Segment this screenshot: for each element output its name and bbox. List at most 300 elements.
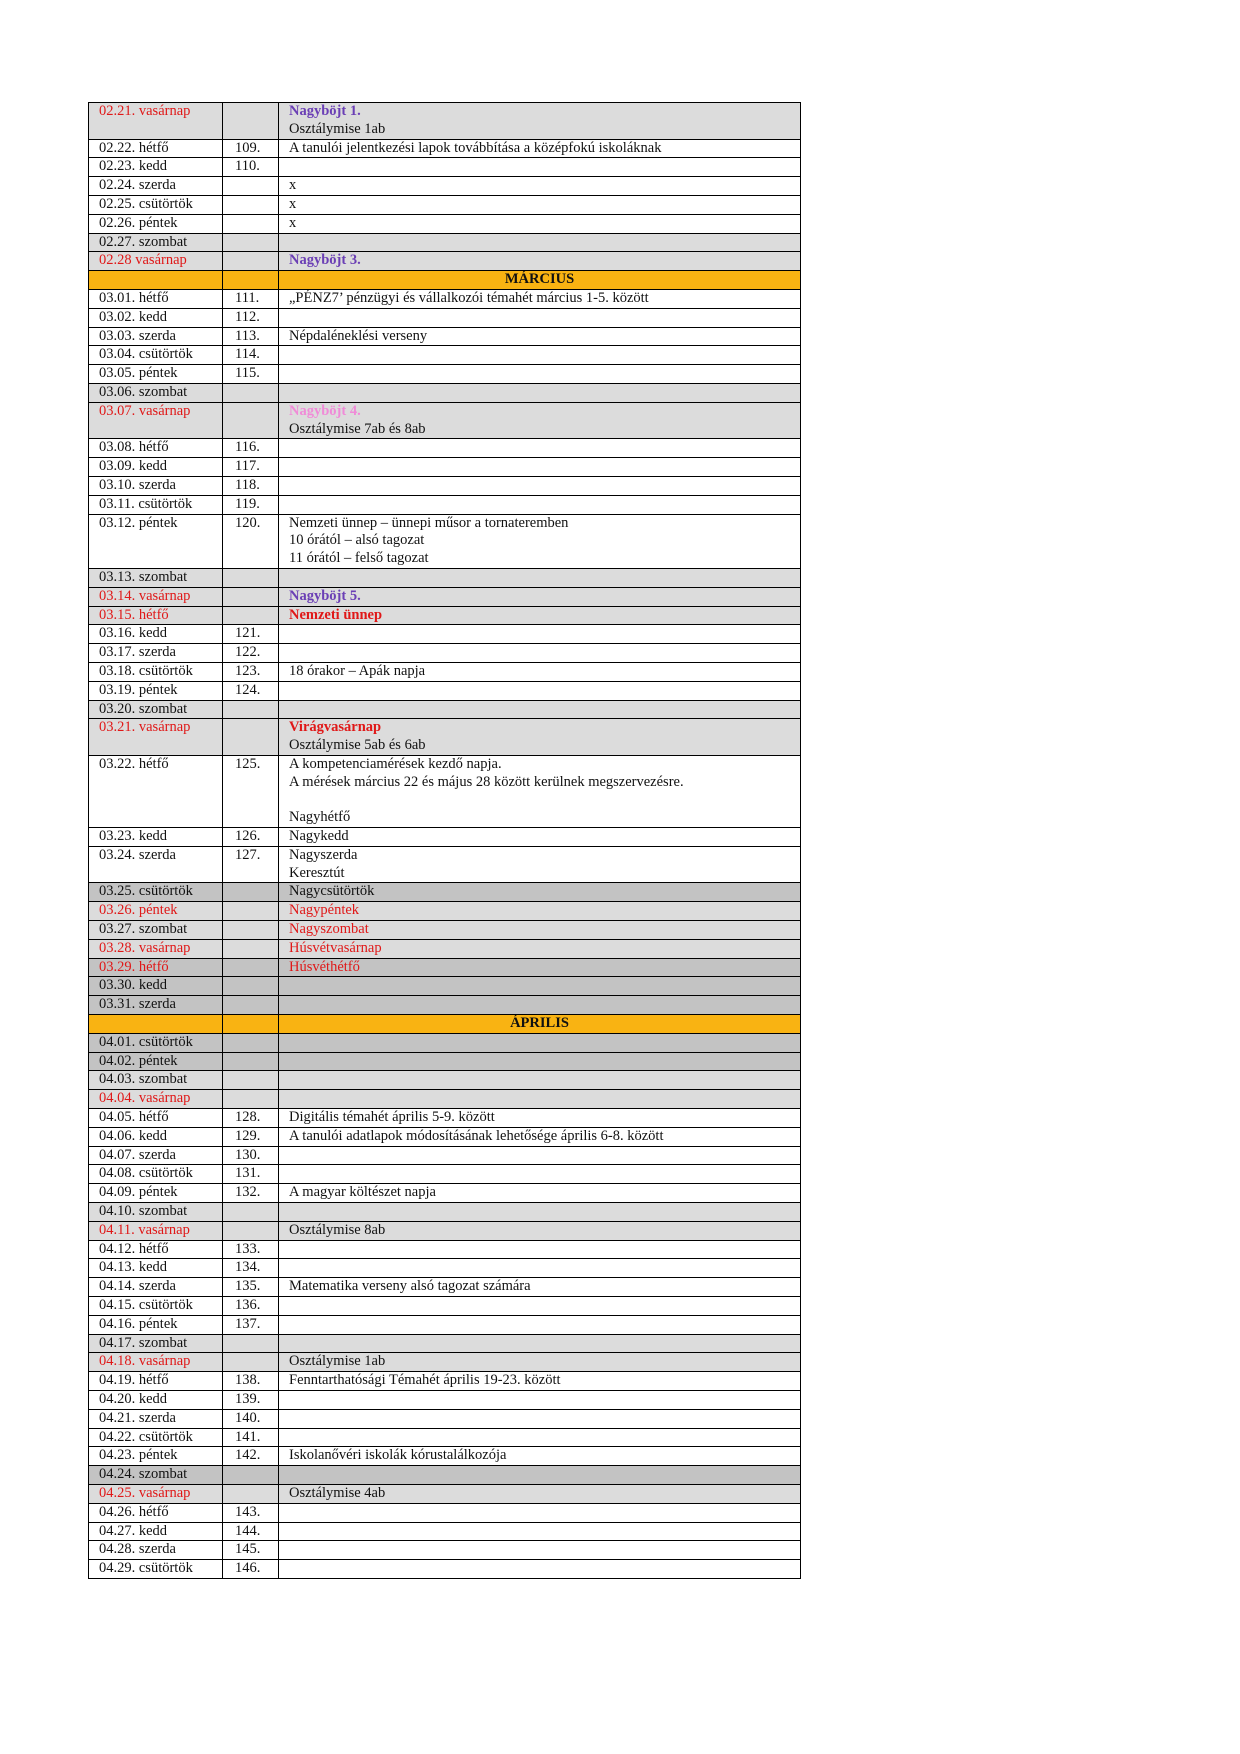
event-cell [279, 625, 801, 644]
calendar-row [89, 1372, 801, 1391]
date-cell: 04.11. vasárnap [89, 1221, 223, 1240]
date-cell: 04.05. hétfő [89, 1109, 223, 1128]
date-cell: 03.14. vasárnap [89, 587, 223, 606]
date-cell: 03.19. péntek [89, 681, 223, 700]
event-cell [279, 308, 801, 327]
event-text: Osztálymise 1ab [289, 120, 386, 137]
calendar-row [89, 1484, 801, 1503]
school-day-number: 140. [223, 1409, 279, 1428]
event-cell [279, 1109, 801, 1128]
event-cell [279, 828, 801, 847]
school-day-number: 115. [223, 365, 279, 384]
calendar-row [89, 1447, 801, 1466]
calendar-row [89, 1315, 801, 1334]
school-day-number [223, 1033, 279, 1052]
event-cell [279, 1372, 801, 1391]
event-cell [279, 1560, 801, 1579]
event-cell [279, 977, 801, 996]
date-cell: 02.27. szombat [89, 233, 223, 252]
school-day-number: 142. [223, 1447, 279, 1466]
calendar-row [89, 1353, 801, 1372]
event-text: Nagyhétfő [289, 809, 351, 826]
event-text: A mérések március 22 és május 28 között kerülnek megszervezésre. [289, 773, 684, 790]
event-cell [279, 846, 801, 883]
calendar-row [89, 1033, 801, 1052]
school-day-number [223, 700, 279, 719]
school-day-number: 138. [223, 1372, 279, 1391]
calendar-row [89, 625, 801, 644]
school-day-number [223, 233, 279, 252]
event-text: Osztálymise 7ab és 8ab [289, 420, 426, 437]
date-cell: 04.23. péntek [89, 1447, 223, 1466]
calendar-row [89, 1503, 801, 1522]
school-day-number: 119. [223, 495, 279, 514]
month-header-row [89, 271, 801, 290]
calendar-row [89, 939, 801, 958]
event-cell [279, 1503, 801, 1522]
event-cell [279, 644, 801, 663]
date-cell: 03.04. csütörtök [89, 346, 223, 365]
calendar-row [89, 1052, 801, 1071]
date-cell: 03.27. szombat [89, 921, 223, 940]
school-day-number: 139. [223, 1390, 279, 1409]
date-cell: 03.11. csütörtök [89, 495, 223, 514]
event-cell [279, 1484, 801, 1503]
date-cell: 03.06. szombat [89, 383, 223, 402]
month-date-cell [89, 1015, 223, 1034]
calendar-row [89, 476, 801, 495]
calendar-row [89, 883, 801, 902]
calendar-row [89, 755, 801, 827]
date-cell: 03.30. kedd [89, 977, 223, 996]
date-cell: 02.21. vasárnap [89, 103, 223, 140]
school-day-number [223, 1221, 279, 1240]
school-day-number [223, 719, 279, 756]
calendar-row [89, 1071, 801, 1090]
calendar-row [89, 1240, 801, 1259]
school-day-number: 131. [223, 1165, 279, 1184]
school-day-number [223, 195, 279, 214]
event-text: Nagyböjt 1. [289, 103, 361, 119]
school-day-number: 126. [223, 828, 279, 847]
calendar-row [89, 327, 801, 346]
calendar-row [89, 1560, 801, 1579]
event-cell [279, 1390, 801, 1409]
event-cell [279, 458, 801, 477]
date-cell: 03.18. csütörtök [89, 662, 223, 681]
event-cell [279, 214, 801, 233]
date-cell: 04.03. szombat [89, 1071, 223, 1090]
school-day-number: 113. [223, 327, 279, 346]
school-day-number: 123. [223, 662, 279, 681]
date-cell: 03.31. szerda [89, 996, 223, 1015]
calendar-row [89, 1127, 801, 1146]
event-cell [279, 252, 801, 271]
date-cell: 04.22. csütörtök [89, 1428, 223, 1447]
school-day-number: 128. [223, 1109, 279, 1128]
date-cell: 04.07. szerda [89, 1146, 223, 1165]
calendar-row [89, 1184, 801, 1203]
date-cell: 02.22. hétfő [89, 139, 223, 158]
calendar-row [89, 681, 801, 700]
event-cell [279, 383, 801, 402]
date-cell: 03.15. hétfő [89, 606, 223, 625]
school-day-number [223, 587, 279, 606]
school-day-number: 145. [223, 1541, 279, 1560]
school-day-number: 135. [223, 1278, 279, 1297]
school-day-number [223, 1334, 279, 1353]
date-cell: 03.29. hétfő [89, 958, 223, 977]
event-cell [279, 289, 801, 308]
event-cell [279, 1353, 801, 1372]
month-num-cell [223, 271, 279, 290]
date-cell: 04.28. szerda [89, 1541, 223, 1560]
event-text: 18 órakor – Apák napja [289, 662, 426, 679]
event-cell [279, 1541, 801, 1560]
event-cell [279, 1409, 801, 1428]
calendar-body [89, 103, 801, 1579]
event-text: Nagykedd [289, 828, 349, 845]
event-cell [279, 233, 801, 252]
calendar-row [89, 1203, 801, 1222]
event-cell [279, 1127, 801, 1146]
school-day-number: 117. [223, 458, 279, 477]
school-day-number: 109. [223, 139, 279, 158]
event-cell [279, 1165, 801, 1184]
school-day-number: 133. [223, 1240, 279, 1259]
date-cell: 03.02. kedd [89, 308, 223, 327]
date-cell: 03.03. szerda [89, 327, 223, 346]
calendar-row [89, 252, 801, 271]
event-text: Nemzeti ünnep [289, 606, 383, 623]
calendar-row [89, 1334, 801, 1353]
school-day-number [223, 383, 279, 402]
event-text: Iskolanővéri iskolák kórustalálkozója [289, 1447, 507, 1464]
date-cell: 04.02. péntek [89, 1052, 223, 1071]
event-text: Nagyböjt 3. [289, 252, 361, 269]
event-cell [279, 1522, 801, 1541]
school-day-number: 121. [223, 625, 279, 644]
date-cell: 04.21. szerda [89, 1409, 223, 1428]
calendar-row [89, 1522, 801, 1541]
school-day-number [223, 177, 279, 196]
date-cell: 03.12. péntek [89, 514, 223, 568]
event-text: Nagyszerda [289, 846, 358, 863]
date-cell: 03.07. vasárnap [89, 402, 223, 439]
event-text: Nagycsütörtök [289, 883, 375, 900]
event-cell [279, 158, 801, 177]
event-cell [279, 103, 801, 140]
event-cell [279, 719, 801, 756]
date-cell: 04.15. csütörtök [89, 1297, 223, 1316]
school-day-number [223, 214, 279, 233]
calendar-row [89, 1428, 801, 1447]
calendar-row [89, 289, 801, 308]
date-cell: 04.25. vasárnap [89, 1484, 223, 1503]
calendar-row [89, 514, 801, 568]
calendar-row [89, 402, 801, 439]
event-cell [279, 1447, 801, 1466]
month-date-cell [89, 271, 223, 290]
calendar-row [89, 214, 801, 233]
event-cell [279, 939, 801, 958]
date-cell: 03.13. szombat [89, 568, 223, 587]
event-cell [279, 365, 801, 384]
event-cell [279, 1203, 801, 1222]
school-day-number: 125. [223, 755, 279, 827]
date-cell: 03.20. szombat [89, 700, 223, 719]
school-day-number: 116. [223, 439, 279, 458]
calendar-row [89, 1090, 801, 1109]
date-cell: 03.24. szerda [89, 846, 223, 883]
date-cell: 04.16. péntek [89, 1315, 223, 1334]
date-cell: 04.09. péntek [89, 1184, 223, 1203]
event-cell [279, 681, 801, 700]
calendar-row [89, 1409, 801, 1428]
calendar-row [89, 103, 801, 140]
event-cell [279, 662, 801, 681]
event-text: Fenntarthatósági Témahét április 19-23. között [289, 1372, 561, 1389]
date-cell: 04.18. vasárnap [89, 1353, 223, 1372]
date-cell: 03.05. péntek [89, 365, 223, 384]
school-day-number: 146. [223, 1560, 279, 1579]
school-day-number [223, 1484, 279, 1503]
event-text: Nagyböjt 4. [289, 402, 361, 419]
date-cell: 03.21. vasárnap [89, 719, 223, 756]
date-cell: 04.17. szombat [89, 1334, 223, 1353]
calendar-row [89, 1278, 801, 1297]
date-cell: 04.29. csütörtök [89, 1560, 223, 1579]
event-cell [279, 1466, 801, 1485]
school-day-number [223, 1466, 279, 1485]
event-cell [279, 996, 801, 1015]
school-day-number: 134. [223, 1259, 279, 1278]
event-cell [279, 1090, 801, 1109]
school-day-number [223, 103, 279, 140]
date-cell: 03.23. kedd [89, 828, 223, 847]
event-text: „PÉNZ7’ pénzügyi és vállalkozói témahét március 1-5. között [289, 289, 649, 306]
date-cell: 03.25. csütörtök [89, 883, 223, 902]
event-cell [279, 514, 801, 568]
date-cell: 03.09. kedd [89, 458, 223, 477]
school-day-number [223, 1052, 279, 1071]
date-cell: 04.26. hétfő [89, 1503, 223, 1522]
event-text: x [289, 177, 297, 194]
calendar-row [89, 921, 801, 940]
school-day-number: 136. [223, 1297, 279, 1316]
date-cell: 03.28. vasárnap [89, 939, 223, 958]
event-text: Nemzeti ünnep – ünnepi műsor a tornateremben [289, 514, 569, 531]
date-cell: 02.23. kedd [89, 158, 223, 177]
calendar-row [89, 846, 801, 883]
school-day-number [223, 1090, 279, 1109]
event-text: Digitális témahét április 5-9. között [289, 1109, 495, 1126]
calendar-row [89, 902, 801, 921]
school-day-number [223, 883, 279, 902]
date-cell: 03.16. kedd [89, 625, 223, 644]
event-text: Keresztút [289, 864, 345, 881]
event-cell [279, 587, 801, 606]
event-text: A magyar költészet napja [289, 1184, 436, 1201]
school-day-number [223, 977, 279, 996]
school-day-number [223, 958, 279, 977]
school-day-number: 118. [223, 476, 279, 495]
event-cell [279, 1278, 801, 1297]
calendar-row [89, 700, 801, 719]
school-day-number: 132. [223, 1184, 279, 1203]
date-cell: 04.04. vasárnap [89, 1090, 223, 1109]
school-day-number [223, 996, 279, 1015]
calendar-row [89, 958, 801, 977]
school-day-number: 124. [223, 681, 279, 700]
event-text: Húsvéthétfő [289, 958, 360, 975]
event-cell [279, 195, 801, 214]
event-cell [279, 346, 801, 365]
school-day-number [223, 568, 279, 587]
event-text: 11 órától – felső tagozat [289, 550, 429, 567]
month-label: ÁPRILIS [279, 1015, 801, 1034]
calendar-row [89, 1297, 801, 1316]
event-cell [279, 1334, 801, 1353]
event-cell [279, 883, 801, 902]
event-cell [279, 606, 801, 625]
calendar-row [89, 495, 801, 514]
calendar-row [89, 177, 801, 196]
date-cell: 02.28 vasárnap [89, 252, 223, 271]
school-day-number: 110. [223, 158, 279, 177]
calendar-row [89, 195, 801, 214]
event-cell [279, 700, 801, 719]
event-cell [279, 921, 801, 940]
school-day-number: 111. [223, 289, 279, 308]
date-cell: 04.19. hétfő [89, 1372, 223, 1391]
event-cell [279, 139, 801, 158]
school-day-number: 114. [223, 346, 279, 365]
event-text: Nagypéntek [289, 902, 360, 919]
school-day-number: 120. [223, 514, 279, 568]
date-cell: 04.13. kedd [89, 1259, 223, 1278]
school-day-number: 112. [223, 308, 279, 327]
event-text [289, 791, 800, 809]
calendar-row [89, 365, 801, 384]
date-cell: 02.24. szerda [89, 177, 223, 196]
calendar-row [89, 439, 801, 458]
school-day-number [223, 1353, 279, 1372]
date-cell: 02.26. péntek [89, 214, 223, 233]
calendar-row [89, 308, 801, 327]
event-text: Virágvasárnap [289, 719, 382, 736]
school-day-number [223, 1071, 279, 1090]
event-cell [279, 1297, 801, 1316]
school-day-number: 129. [223, 1127, 279, 1146]
calendar-row [89, 1541, 801, 1560]
event-cell [279, 1071, 801, 1090]
date-cell: 04.20. kedd [89, 1390, 223, 1409]
event-cell [279, 1221, 801, 1240]
event-text: A tanulói adatlapok módosításának lehetősége április 6-8. között [289, 1127, 664, 1144]
event-text: Osztálymise 4ab [289, 1484, 386, 1501]
event-text: x [289, 195, 297, 212]
calendar-row [89, 458, 801, 477]
event-cell [279, 902, 801, 921]
school-day-number [223, 1203, 279, 1222]
event-text: Nagyszombat [289, 921, 369, 938]
school-day-number: 127. [223, 846, 279, 883]
calendar-row [89, 719, 801, 756]
date-cell: 03.17. szerda [89, 644, 223, 663]
date-cell: 03.08. hétfő [89, 439, 223, 458]
event-cell [279, 958, 801, 977]
event-cell [279, 439, 801, 458]
date-cell: 04.14. szerda [89, 1278, 223, 1297]
event-text: Húsvétvasárnap [289, 939, 382, 956]
event-cell [279, 1184, 801, 1203]
school-day-number [223, 606, 279, 625]
event-cell [279, 476, 801, 495]
event-cell [279, 568, 801, 587]
calendar-row [89, 233, 801, 252]
date-cell: 03.10. szerda [89, 476, 223, 495]
calendar-row [89, 1466, 801, 1485]
school-day-number [223, 902, 279, 921]
event-cell [279, 1033, 801, 1052]
calendar-row [89, 1259, 801, 1278]
event-text: x [289, 214, 297, 231]
date-cell: 04.08. csütörtök [89, 1165, 223, 1184]
date-cell: 04.06. kedd [89, 1127, 223, 1146]
school-day-number [223, 402, 279, 439]
event-text: A kompetenciamérések kezdő napja. [289, 755, 502, 772]
calendar-row [89, 1390, 801, 1409]
event-text: 10 órától – alsó tagozat [289, 532, 425, 549]
calendar-row [89, 996, 801, 1015]
event-cell [279, 177, 801, 196]
school-day-number: 144. [223, 1522, 279, 1541]
calendar-row [89, 662, 801, 681]
event-text: A tanulói jelentkezési lapok továbbítása a középfokú iskoláknak [289, 139, 662, 156]
calendar-row [89, 644, 801, 663]
date-cell: 04.24. szombat [89, 1466, 223, 1485]
event-text: Osztálymise 5ab és 6ab [289, 737, 426, 754]
date-cell: 04.10. szombat [89, 1203, 223, 1222]
school-day-number: 137. [223, 1315, 279, 1334]
calendar-row [89, 1221, 801, 1240]
school-day-number: 122. [223, 644, 279, 663]
school-day-number: 143. [223, 1503, 279, 1522]
event-cell [279, 1428, 801, 1447]
event-cell [279, 402, 801, 439]
event-text: Osztálymise 8ab [289, 1221, 386, 1238]
event-cell [279, 1240, 801, 1259]
calendar-row [89, 587, 801, 606]
event-text: Népdaléneklési verseny [289, 327, 428, 344]
calendar-row [89, 606, 801, 625]
school-day-number [223, 939, 279, 958]
event-text: Osztálymise 1ab [289, 1353, 386, 1370]
school-calendar-table [88, 102, 801, 1579]
event-cell [279, 1146, 801, 1165]
calendar-row [89, 139, 801, 158]
calendar-row [89, 383, 801, 402]
date-cell: 02.25. csütörtök [89, 195, 223, 214]
school-day-number [223, 921, 279, 940]
event-text: Matematika verseny alsó tagozat számára [289, 1278, 531, 1295]
event-text: Nagyböjt 5. [289, 587, 361, 604]
calendar-row [89, 977, 801, 996]
date-cell: 03.01. hétfő [89, 289, 223, 308]
calendar-row [89, 1146, 801, 1165]
date-cell: 04.27. kedd [89, 1522, 223, 1541]
